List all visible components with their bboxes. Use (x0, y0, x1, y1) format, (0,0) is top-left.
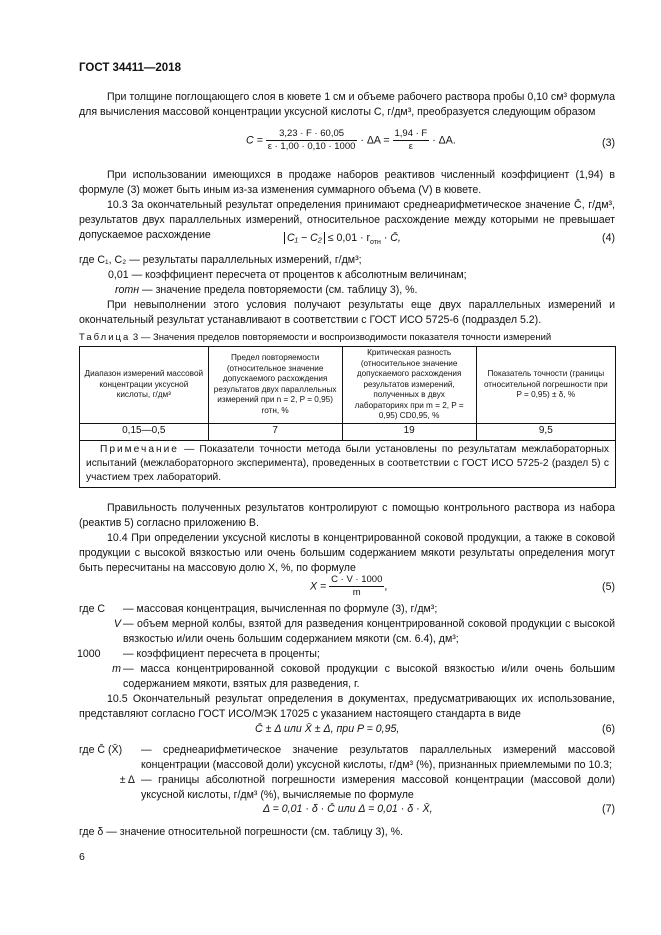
formula-6 (255, 723, 399, 735)
definition-tag: rотн (115, 284, 140, 296)
definition-delta: где δ — значение относительной погрешности (см. таблицу 3), %. (79, 826, 404, 838)
table-cell: 7 (208, 423, 342, 440)
table-3-caption (79, 332, 551, 343)
definition-row (79, 602, 615, 617)
definition-row (79, 743, 615, 773)
paragraph-10-3: 10.3 За окончательный результат определения принимают среднеарифметическое значение C̄, г/дм³, результатов двух параллельных измерений, относительное расхождение между которыми не превышает допускаемое расхождение (79, 199, 615, 241)
definition-tag: где C̄ (X̄) (79, 744, 123, 756)
formula-3-mid: · ΔA = (360, 134, 390, 147)
formula-3-fraction-1 (266, 128, 358, 153)
definition-row (79, 773, 615, 803)
definition-tag: где C (79, 603, 106, 615)
paragraph-repeat: При невыполнении этого условия получают результаты еще двух параллельных измерений и окончательный результат устанавливают в соответствии с ГОСТ ИСО 5725-6 (подраздел 5.2). (79, 299, 615, 326)
definition-row (79, 268, 615, 283)
definition-text: — значение предела повторяемости (см. таблицу 3), %. (142, 284, 418, 296)
table-header-row (80, 347, 616, 424)
definition-tag: 1000 (77, 648, 101, 660)
paragraph-intro: При толщине поглощающего слоя в кювете 1 см и объеме рабочего раствора пробы 0,10 см³ формула для вычисления массовой концентрации уксусной кислоты C, г/дм³, преобразуется следующим образом (79, 91, 615, 118)
table-cell: 0,15—0,5 (80, 423, 209, 440)
definition-text: — масса концентрированной соковой продукции с высокой вязкостью и/или очень большим содержанием мякоти, взятых для разведения, г. (123, 663, 615, 690)
formula-5-numerator: C · V · 1000 (331, 574, 383, 585)
paragraph-control: Правильность полученных результатов контролируют с помощью контрольного раствора из набора (реактив 5) согласно приложению В. (79, 502, 615, 529)
table-caption-text: 3 — Значения пределов повторяемости и воспроизводимости показателя точности измерений (132, 332, 552, 343)
paragraph-10-4: 10.4 При определении уксусной кислоты в концентрированной соковой продукции, а также в соковой продукции с высокой вязкостью или очень большим содержанием мякоти результаты определения могут быть пересчитаны на массовую долю X, %, по формуле (79, 532, 615, 574)
table-header-cell: Диапазон измерений массовой концентрации уксусной кислоты, г/дм³ (80, 347, 209, 424)
formula-5-fraction (329, 574, 384, 599)
table-note-text: — Показатели точности метода были установлены по результатам межлабораторных испытаний (межлабораторного эксперимента), проведенных в соответствии с ГОСТ ИСО 5725-2 (раздел 5) с участием трех лабораторий. (86, 443, 609, 483)
formula-4-sub: отн (370, 239, 381, 247)
formula-3-numerator-1: 3,23 · F · 60,05 (266, 128, 358, 141)
formula-3-denominator-1: ε · 1,00 · 0,10 · 1000 (267, 141, 356, 152)
document-header: ГОСТ 34411—2018 (79, 62, 181, 74)
formula-3-tail: · ΔA. (432, 134, 456, 147)
definition-tag: ± Δ (119, 774, 135, 786)
definition-tag: V (113, 618, 121, 630)
definition-text: — границы абсолютной погрешности измерения массовой концентрации (массовой доли) уксусной кислоты, г/дм³ (%), вычисляемые по формуле (141, 774, 615, 801)
table-cell: 9,5 (476, 423, 615, 440)
table-caption-label: Таблица (79, 332, 131, 343)
formula-7-number: (7) (602, 803, 615, 815)
formula-7 (263, 803, 433, 815)
paragraph-coefficient: При использовании имеющихся в продаже наборов реактивов численный коэффициент (1,94) в формуле (3) может быть иным из-за изменения суммарного объема (V) в кювете. (79, 169, 615, 196)
table-header-cell: Предел повторяемости (относительное значение допускаемого расхождения результатов двух параллельных измерений при n = 2, P = 0,95) rотн, % (208, 347, 342, 424)
definition-row (79, 617, 615, 647)
definition-text: — среднеарифметическое значение результатов параллельных измерений массовой концентрации (массовой доли) уксусной кислоты, г/дм³ (%), признанных приемлемыми по 10.3; (141, 744, 615, 771)
table-note-row (80, 440, 616, 487)
formula-5-tail: , (384, 580, 388, 593)
definition-text: — результаты параллельных измерений, г/дм³; (129, 254, 362, 266)
table-row (80, 423, 616, 440)
formula-3-numerator-2: 1,94 · F (394, 128, 428, 139)
formula-4-abs (284, 232, 325, 244)
formula-5-lhs: X = (310, 580, 327, 593)
table-3 (79, 346, 616, 488)
definition-text: — объем мерной колбы, взятой для разведения концентрированной соковой продукции с высокой вязкостью и/или очень большим содержанием мякоти (см. 6.4), дм³; (123, 618, 615, 645)
formula-3-denominator-2: ε (408, 141, 413, 152)
formula-5-denominator: m (352, 587, 361, 598)
definitions-formula-5 (79, 602, 615, 692)
table-cell: 19 (342, 423, 476, 440)
table-header-cell: Критическая разность (относительное значение допускаемого расхождения результатов измерений, полученных в двух лабораториях при m = 2, P = 0,95) CD0,95, % (342, 347, 476, 424)
definition-tag: m (112, 663, 121, 675)
formula-6-text: C̄ ± Δ или X̄ ± Δ, при P = 0,95, (255, 723, 400, 735)
formula-4-abs-content: C₁ − C₂ (287, 232, 322, 244)
definitions-formula-6 (79, 743, 615, 803)
definition-text: — коэффициент пересчета от процентов к абсолютным величинам; (131, 269, 467, 281)
formula-3-lhs: C = (246, 134, 263, 147)
formula-3 (246, 128, 456, 153)
definition-row (79, 283, 615, 298)
definition-row (79, 253, 615, 268)
table-header-cell: Показатель точности (границы относительной погрешности при P = 0,95) ± δ, % (476, 347, 615, 424)
formula-3-fraction-2 (393, 128, 430, 153)
definition-row (77, 647, 615, 662)
definition-tag: 0,01 (108, 269, 129, 281)
table-note-label: Примечание (100, 443, 179, 455)
page-number: 6 (79, 851, 85, 863)
paragraph-10-5: 10.5 Окончательный результат определения в документах, предусматривающих их использование, представляют согласно ГОСТ ИСО/МЭК 17025 с указанием настоящего стандарта в виде (79, 693, 615, 720)
formula-6-number: (6) (602, 723, 615, 735)
definitions-formula-4 (79, 253, 615, 298)
formula-5 (310, 574, 387, 599)
definition-text: — коэффициент пересчета в проценты; (123, 648, 320, 660)
formula-4 (284, 232, 401, 246)
formula-4-number: (4) (602, 232, 615, 244)
formula-7-text: Δ = 0,01 · δ · C̄ или Δ = 0,01 · δ · X̄, (263, 803, 433, 815)
formula-4-tail: · C̄, (383, 232, 401, 244)
definition-text: — массовая концентрация, вычисленная по формуле (3), г/дм³; (123, 603, 438, 615)
definition-tag: где C₁, C₂ (79, 254, 127, 266)
table-note (80, 440, 616, 487)
definition-row (79, 662, 615, 692)
formula-5-number: (5) (602, 581, 615, 593)
formula-3-number: (3) (602, 137, 615, 149)
formula-4-rhs: ≤ 0,01 · r (327, 232, 371, 244)
